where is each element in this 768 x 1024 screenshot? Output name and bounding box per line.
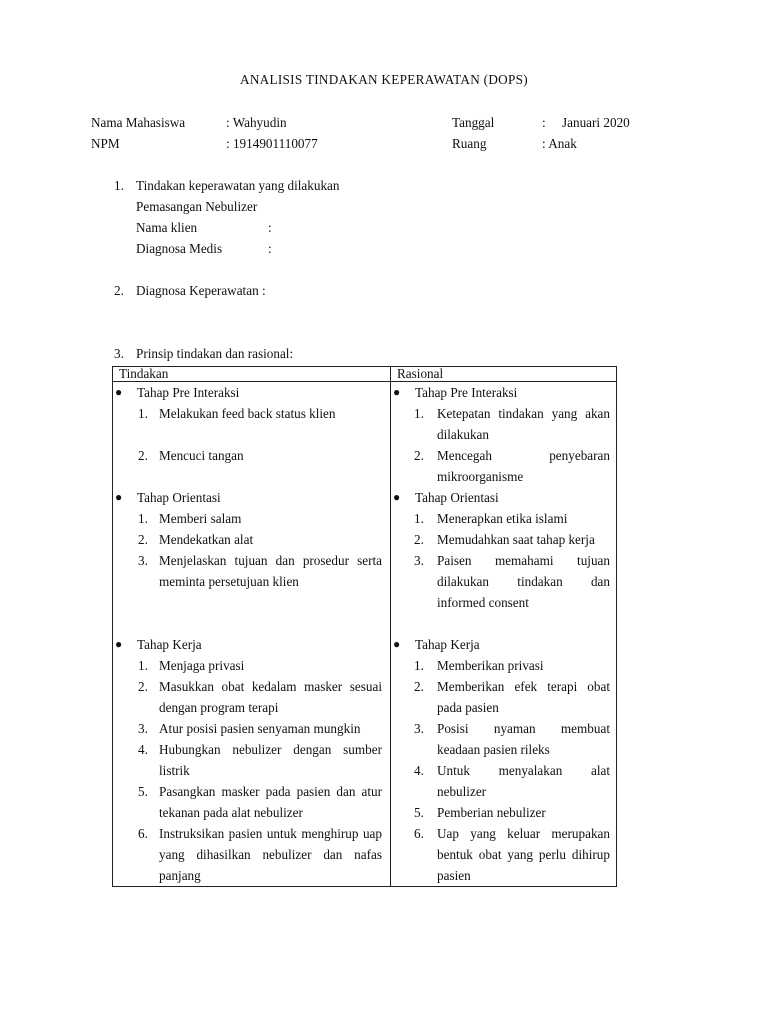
diagnosa-medis-label: Diagnosa Medis	[136, 241, 223, 256]
stage-block	[113, 634, 390, 655]
stage-block	[391, 382, 616, 403]
rasional-column	[391, 382, 617, 887]
stage-label: Tahap Orientasi	[137, 490, 221, 505]
list-item: 2. Mencegah penyebaran mikroorganisme	[414, 448, 610, 484]
npm-label: NPM	[91, 136, 120, 151]
list-item: 2. Memberikan efek terapi obat pada pasien	[414, 679, 610, 715]
section1-action: Pemasangan Nebulizer	[136, 199, 258, 214]
ruang-label: Ruang	[452, 136, 487, 151]
nama-value: : Wahyudin	[226, 115, 287, 130]
bullet-icon: ●	[393, 637, 401, 651]
tanggal-value: Januari 2020	[562, 115, 630, 130]
list-item: 4. Hubungkan nebulizer dengan sumber listrik	[138, 742, 382, 778]
stage-label: Tahap Kerja	[415, 637, 480, 652]
list-item: 2. Mencuci tangan	[138, 448, 244, 463]
list-item: 3. Posisi nyaman membuat keadaan pasien rileks	[414, 721, 610, 757]
document-title: ANALISIS TINDAKAN KEPERAWATAN (DOPS)	[240, 72, 528, 87]
list-item: 1. Menjaga privasi	[138, 658, 245, 673]
klien-colon: :	[268, 220, 272, 235]
tanggal-colon: :	[542, 115, 546, 130]
stage-label: Tahap Pre Interaksi	[137, 385, 240, 400]
bullet-icon: ●	[115, 385, 123, 399]
stage-block	[113, 487, 390, 508]
list-item: 3. Atur posisi pasien senyaman mungkin	[138, 721, 361, 736]
section2-heading: Diagnosa Keperawatan :	[136, 283, 266, 298]
klien-label: Nama klien	[136, 220, 198, 235]
section1-number: 1.	[114, 178, 124, 193]
nama-label: Nama Mahasiswa	[91, 115, 186, 130]
list-item: 2. Mendekatkan alat	[138, 532, 254, 547]
section3-number: 3.	[114, 346, 124, 361]
list-item: 6. Uap yang keluar merupakan bentuk obat yang perlu dihirup pasien	[414, 826, 610, 883]
stage-label: Tahap Orientasi	[415, 490, 499, 505]
tindakan-column	[113, 382, 391, 887]
list-item: 6. Instruksikan pasien untuk menghirup uap yang dihasilkan nebulizer dan nafas panjang	[138, 826, 382, 883]
stage-label: Tahap Pre Interaksi	[415, 385, 518, 400]
stage-block	[113, 382, 390, 403]
stage-block	[391, 634, 616, 655]
list-item: 5. Pasangkan masker pada pasien dan atur tekanan pada alat nebulizer	[138, 784, 382, 820]
stage-block	[391, 487, 616, 508]
list-item: 3. Menjelaskan tujuan dan prosedur serta meminta persetujuan klien	[138, 553, 382, 589]
section2-number: 2.	[114, 283, 124, 298]
list-item: 2. Masukkan obat kedalam masker sesuai dengan program terapi	[138, 679, 382, 715]
bullet-icon: ●	[393, 490, 401, 504]
list-item: 1. Melakukan feed back status klien	[138, 406, 336, 421]
list-item: 5. Pemberian nebulizer	[414, 805, 546, 820]
stage-label: Tahap Kerja	[137, 637, 202, 652]
npm-value: : 1914901110077	[226, 136, 318, 151]
list-item: 1. Menerapkan etika islami	[414, 511, 568, 526]
ruang-value: : Anak	[542, 136, 577, 151]
section3-heading: Prinsip tindakan dan rasional:	[136, 346, 294, 361]
tanggal-label: Tanggal	[452, 115, 495, 130]
bullet-icon: ●	[115, 490, 123, 504]
list-item: 1. Memberikan privasi	[414, 658, 544, 673]
list-item: 2. Memudahkan saat tahap kerja	[414, 532, 595, 547]
bullet-icon: ●	[115, 637, 123, 651]
list-item: 1. Ketepatan tindakan yang akan dilakukan	[414, 406, 610, 442]
diagnosa-medis-colon: :	[268, 241, 272, 256]
list-item: 3. Paisen memahami tujuan dilakukan tindakan dan informed consent	[414, 553, 610, 610]
bullet-icon: ●	[393, 385, 401, 399]
column-header-rasional: Rasional	[391, 367, 617, 382]
list-item: 1. Memberi salam	[138, 511, 242, 526]
section1-heading: Tindakan keperawatan yang dilakukan	[136, 178, 340, 193]
list-item: 4. Untuk menyalakan alat nebulizer	[414, 763, 610, 799]
column-header-tindakan: Tindakan	[113, 367, 391, 382]
principles-table	[112, 366, 617, 887]
